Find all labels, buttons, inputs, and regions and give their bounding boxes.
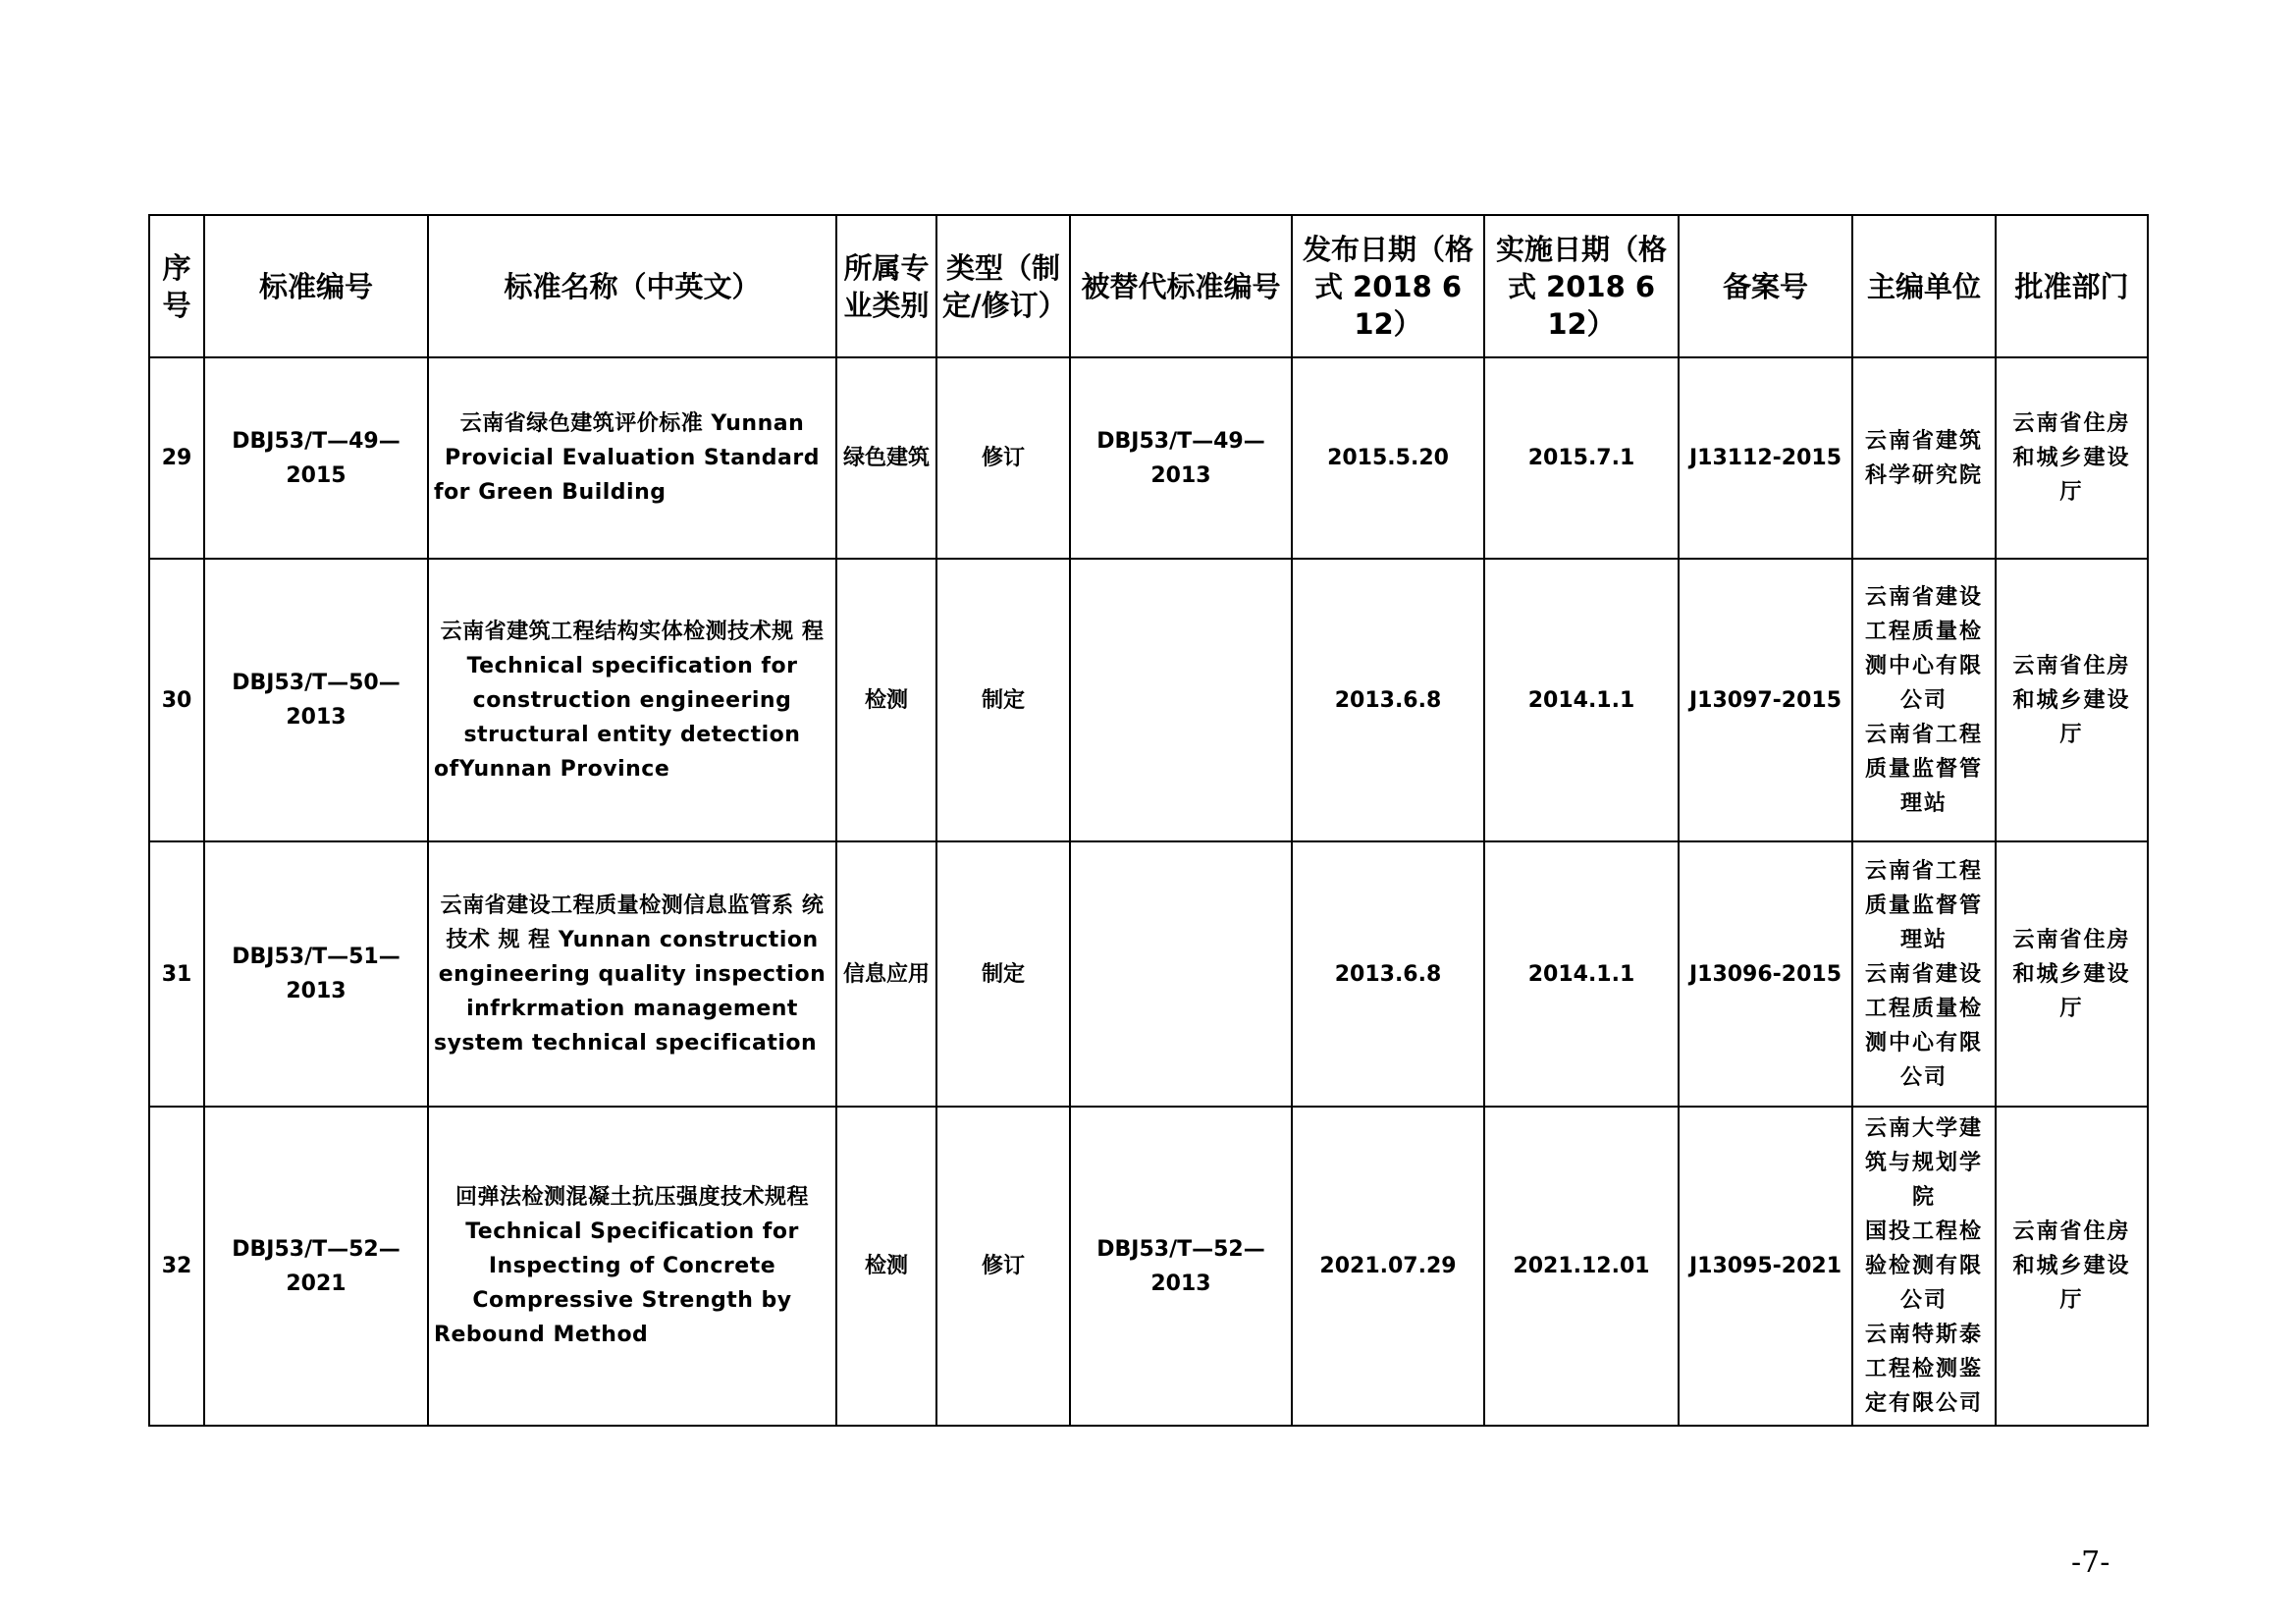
editor-unit-name: 云南省建设工程质量检测中心有限公司 (1864, 584, 1983, 713)
table-row (149, 559, 2148, 841)
cell-publish-date: 2013.6.8 (1292, 841, 1484, 1107)
cell-seq: 31 (149, 841, 204, 1107)
header-effective-date: 实施日期（格式 2018 6 12） (1484, 215, 1679, 357)
header-seq: 序号 (149, 215, 204, 357)
header-replaced-code: 被替代标准编号 (1070, 215, 1292, 357)
cell-standard-code: DBJ53/T—52—2021 (204, 1107, 428, 1426)
cell-record-no: J13097-2015 (1679, 559, 1852, 841)
cell-seq: 29 (149, 357, 204, 559)
cell-standard-name: 回弹法检测混凝土抗压强度技术规程 Technical Specification for Inspecting of Concrete Compressive Strength by Rebound Method (428, 1107, 836, 1426)
header-approver: 批准部门 (1996, 215, 2148, 357)
editor-unit-name: 云南省工程质量监督管理站 (1864, 858, 1983, 952)
cell-replaced-code: DBJ53/T—52—2013 (1070, 1107, 1292, 1426)
header-standard-name: 标准名称（中英文） (428, 215, 836, 357)
table-header-row (149, 215, 2148, 357)
standards-table (148, 214, 2149, 1427)
cell-effective-date: 2014.1.1 (1484, 559, 1679, 841)
cell-standard-code: DBJ53/T—50—2013 (204, 559, 428, 841)
cell-replaced-code (1070, 559, 1292, 841)
cell-record-no: J13096-2015 (1679, 841, 1852, 1107)
cell-standard-code: DBJ53/T—51—2013 (204, 841, 428, 1107)
cell-publish-date: 2015.5.20 (1292, 357, 1484, 559)
cell-category: 绿色建筑 (836, 357, 936, 559)
header-type: 类型（制定/修订） (936, 215, 1070, 357)
header-record-no: 备案号 (1679, 215, 1852, 357)
cell-effective-date: 2021.12.01 (1484, 1107, 1679, 1426)
editor-unit-name: 云南省建设工程质量检测中心有限公司 (1864, 961, 1983, 1090)
editor-unit-name: 云南大学建筑与规划学院 (1864, 1116, 1983, 1210)
editor-unit-name: 云南省工程质量监督管理站 (1864, 722, 1983, 816)
cell-standard-name: 云南省绿色建筑评价标准 Yunnan Provicial Evaluation Standard for Green Building (428, 357, 836, 559)
cell-type: 修订 (936, 1107, 1070, 1426)
cell-type: 制定 (936, 559, 1070, 841)
cell-category: 信息应用 (836, 841, 936, 1107)
table-row (149, 1107, 2148, 1426)
cell-publish-date: 2021.07.29 (1292, 1107, 1484, 1426)
editor-unit-name: 云南省建筑科学研究院 (1864, 428, 1983, 488)
page-number: -7- (2071, 1545, 2110, 1580)
header-category: 所属专业类别 (836, 215, 936, 357)
cell-replaced-code (1070, 841, 1292, 1107)
cell-record-no: J13112-2015 (1679, 357, 1852, 559)
cell-record-no: J13095-2021 (1679, 1107, 1852, 1426)
header-standard-code: 标准编号 (204, 215, 428, 357)
header-editor-unit: 主编单位 (1852, 215, 1996, 357)
cell-effective-date: 2014.1.1 (1484, 841, 1679, 1107)
cell-type: 修订 (936, 357, 1070, 559)
header-publish-date: 发布日期（格式 2018 6 12） (1292, 215, 1484, 357)
cell-publish-date: 2013.6.8 (1292, 559, 1484, 841)
cell-editor-unit (1852, 357, 1996, 559)
cell-standard-name: 云南省建设工程质量检测信息监管系 统技术 规 程 Yunnan construction engineering quality inspection infrkrmation management system technical specification (428, 841, 836, 1107)
cell-approver: 云南省住房和城乡建设厅 (1996, 357, 2148, 559)
editor-unit-name: 云南特斯泰工程检测鉴定有限公司 (1864, 1323, 1983, 1416)
editor-unit-name: 国投工程检验检测有限公司 (1864, 1219, 1983, 1313)
cell-standard-code: DBJ53/T—49—2015 (204, 357, 428, 559)
cell-approver: 云南省住房和城乡建设厅 (1996, 1107, 2148, 1426)
cell-standard-name: 云南省建筑工程结构实体检测技术规 程 Technical specification for construction engineering structural entity detection ofYunnan Province (428, 559, 836, 841)
cell-editor-unit (1852, 1107, 1996, 1426)
table-row (149, 357, 2148, 559)
cell-category: 检测 (836, 559, 936, 841)
cell-seq: 32 (149, 1107, 204, 1426)
cell-editor-unit (1852, 841, 1996, 1107)
cell-editor-unit (1852, 559, 1996, 841)
cell-approver: 云南省住房和城乡建设厅 (1996, 841, 2148, 1107)
table-row (149, 841, 2148, 1107)
cell-category: 检测 (836, 1107, 936, 1426)
cell-type: 制定 (936, 841, 1070, 1107)
cell-effective-date: 2015.7.1 (1484, 357, 1679, 559)
cell-approver: 云南省住房和城乡建设厅 (1996, 559, 2148, 841)
cell-seq: 30 (149, 559, 204, 841)
cell-replaced-code: DBJ53/T—49—2013 (1070, 357, 1292, 559)
